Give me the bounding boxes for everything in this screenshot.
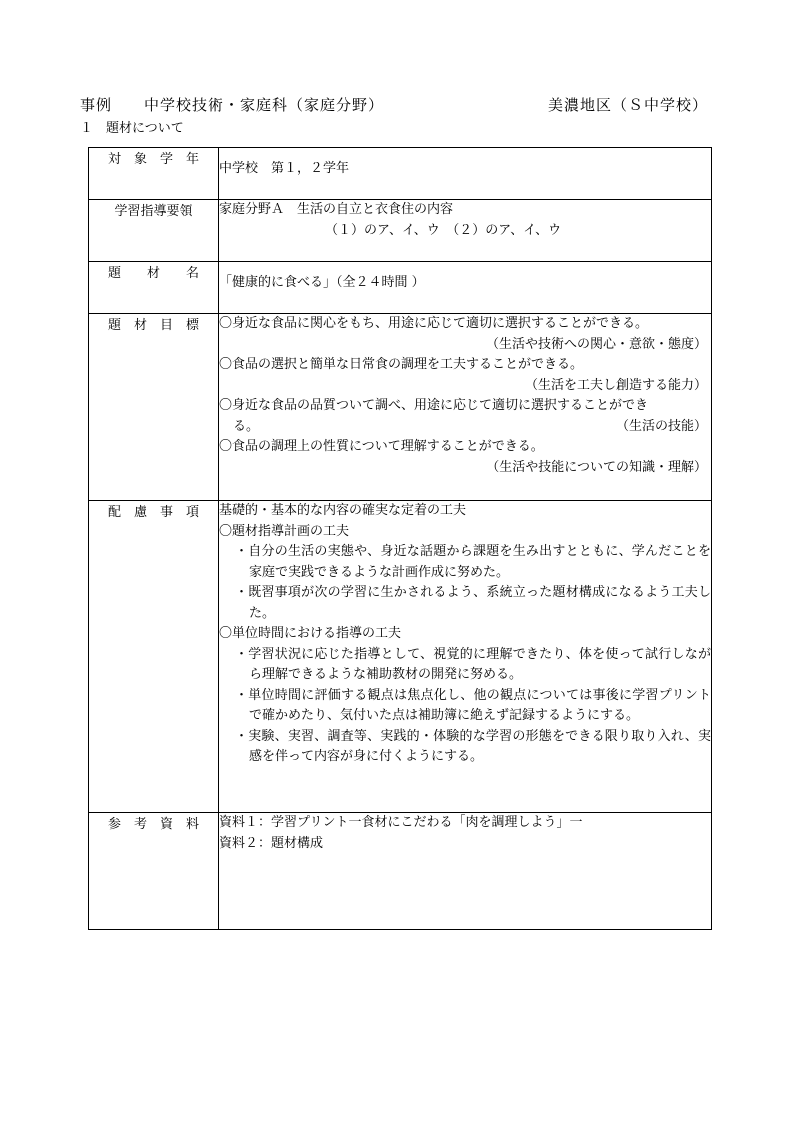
- table-row-curriculum: [89, 200, 712, 262]
- considerations-bullet: ・自分の生活の実態や、身近な話題から課題を生み出すとともに、学んだことを家庭で実践できるような計画作成に努めた。: [235, 544, 711, 580]
- considerations-intro: 基礎的・基本的な内容の確実な定着の工夫: [219, 503, 467, 518]
- considerations-heading: 〇題材指導計画の工夫: [219, 523, 350, 539]
- table-row-topic-name: [89, 262, 712, 314]
- goal-line: 〇食品の選択と簡単な日常食の調理を工夫することができる。: [219, 357, 584, 372]
- row-content-target-grade: [219, 148, 712, 200]
- row-content-references: [219, 813, 712, 930]
- row-content-considerations: [219, 501, 712, 813]
- goal-viewpoint: （生活や技能についての知識・理解）: [486, 459, 707, 475]
- row-content-topic-name: [219, 262, 712, 314]
- row-label-topic-goals: 題 材 目 標: [89, 314, 219, 501]
- goal-viewpoint: （生活の技能）: [615, 418, 707, 434]
- goal-line: 〇食品の調理上の性質について理解することができる。: [219, 439, 544, 454]
- row-label-topic-name: 題 材 名: [89, 262, 219, 314]
- lesson-plan-table: [88, 147, 712, 930]
- section-heading: １ 題材について: [80, 121, 184, 136]
- row-content-curriculum: [219, 200, 712, 262]
- goal-line-continued: [219, 417, 711, 438]
- row-label-considerations: 配 慮 事 項: [89, 501, 219, 813]
- table-row-topic-goals: [89, 314, 712, 501]
- goal-line: 〇身近な食品に関心をもち、用途に応じて適切に選択することができる。: [219, 316, 649, 331]
- considerations-bullet: ・実験、実習、調査等、実践的・体験的な学習の形態をできる限り取り入れ、実感を伴って内容が身に付くようにする。: [235, 728, 711, 764]
- reference-item: 資料２：題材構成: [219, 835, 324, 851]
- goal-viewpoint: （生活を工夫し創造する能力）: [524, 377, 707, 393]
- goal-viewpoint: （生活や技術への関心・意欲・態度）: [485, 336, 707, 352]
- goal-line-tail: る。: [233, 418, 260, 434]
- table-row-references: [89, 813, 712, 930]
- reference-item: 資料１：学習プリント一食材にこだわる「肉を調理しよう」一: [219, 815, 583, 830]
- considerations-heading: 〇単位時間における指導の工夫: [219, 626, 402, 641]
- table-row-considerations: [89, 501, 712, 813]
- document-title: 事例 中学校技術・家庭科（家庭分野）: [80, 96, 385, 114]
- row-label-target-grade: 対 象 学 年: [89, 148, 219, 200]
- content-line: （１）のア、イ、ウ （２）のア、イ、ウ: [325, 222, 562, 238]
- considerations-bullet: ・単位時間に評価する観点は焦点化し、他の観点については事後に学習プリントで確かめたり、気付いた点は補助簿に絶えず記録するようにする。: [235, 687, 711, 723]
- considerations-bullet: ・既習事項が次の学習に生かされるよう、系統立った題材構成になるよう工夫した。: [235, 585, 711, 621]
- table-row-target-grade: [89, 148, 712, 200]
- considerations-bullet: ・学習状況に応じた指導として、視覚的に理解できたり、体を使って試行しながら理解できるような補助教材の開発に努める。: [235, 646, 711, 682]
- goal-line: 〇身近な食品の品質ついて調べ、用途に応じて適切に選択することができ: [219, 398, 649, 413]
- content-line: 中学校 第１，２学年: [219, 161, 350, 176]
- row-label-curriculum: 学習指導要領: [89, 200, 219, 262]
- content-line: 「健康的に食べる」（全２４時間 ）: [219, 275, 425, 290]
- row-label-references: 参 考 資 料: [89, 813, 219, 930]
- school-district: 美濃地区（Ｓ中学校）: [548, 96, 709, 114]
- row-content-topic-goals: [219, 314, 712, 501]
- content-line: 家庭分野Ａ 生活の自立と衣食住の内容: [219, 202, 454, 217]
